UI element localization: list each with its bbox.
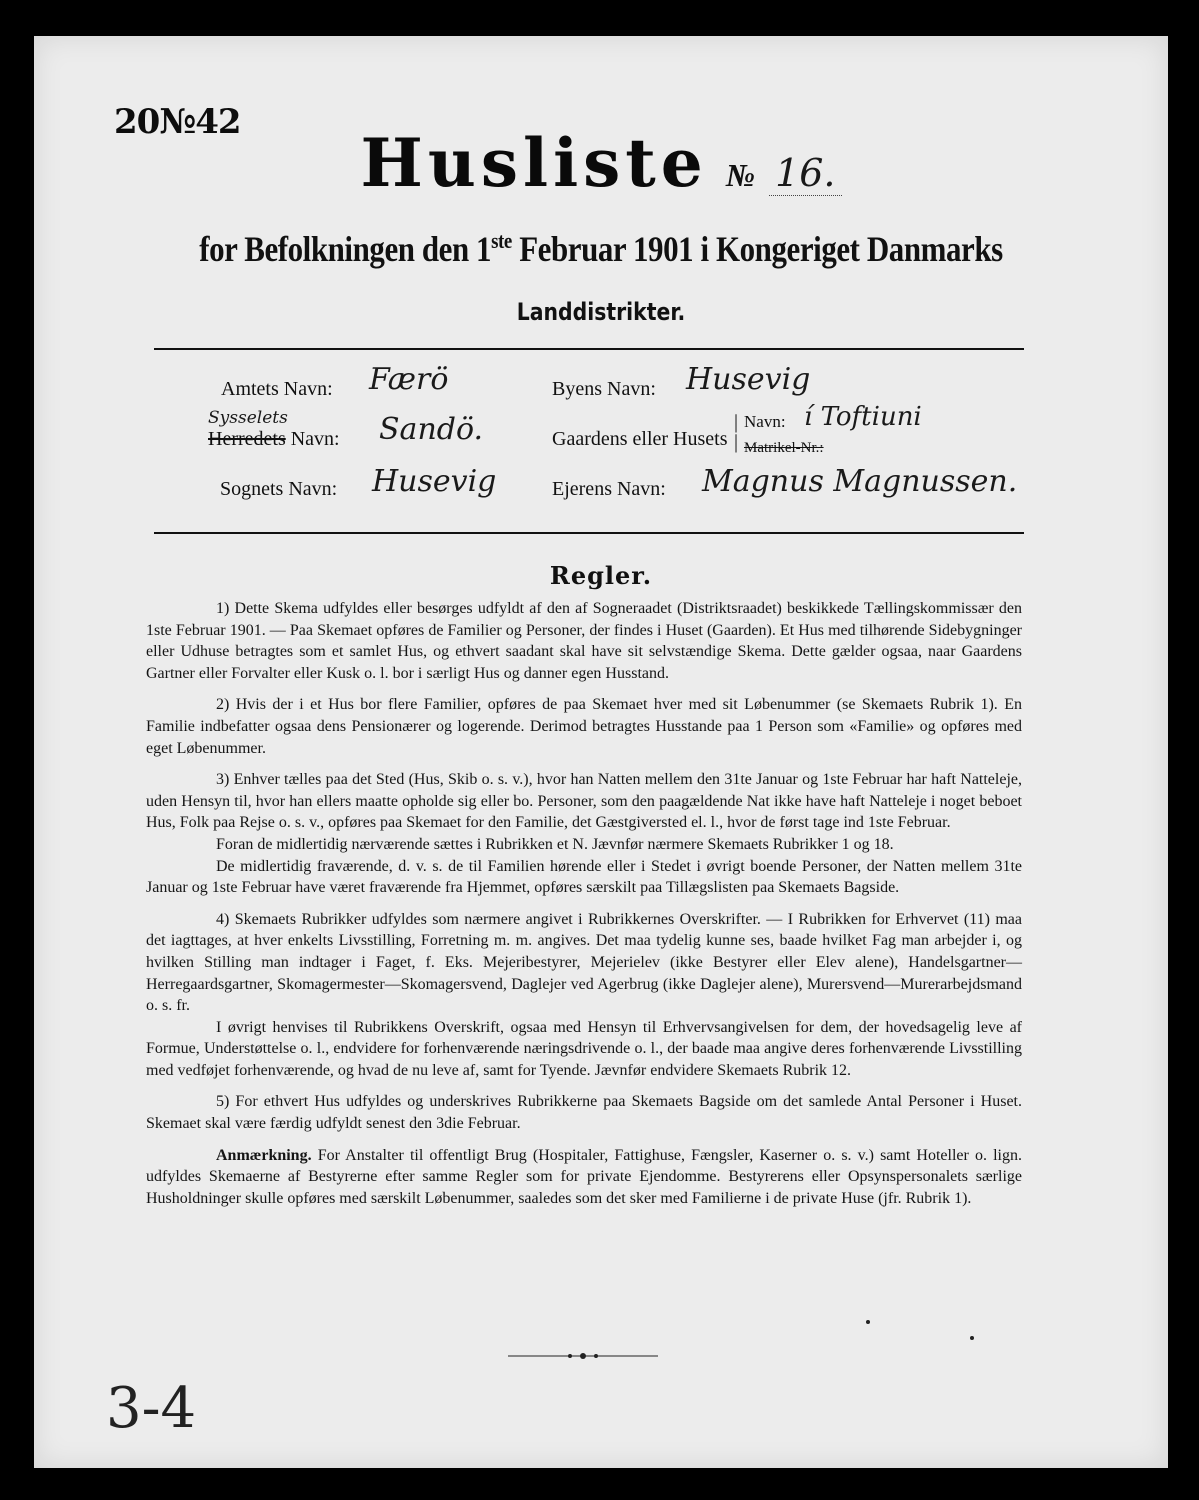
by-value: Husevig: [686, 362, 811, 397]
ink-speck: [970, 1336, 974, 1340]
rule-3b: Foran de midlertidig nærværende sættes i Rubrikken et N. Jævnfør nærmere Skemaets Rubrikker 1 og 18.: [216, 835, 894, 853]
herred-handwritten: Sysselets: [208, 408, 288, 428]
rule-4: 4) Skemaets Rubrikker udfyldes som nærmere angivet i Rubrikkernes Overskrifter. — I Rubrikken for Erhvervet (11) maa det iagttages, at hver enkelts Livsstilling, Forretning m. m. angives. Det maa tydelig kunne ses, baade hvilket Fag man arbejder i, og hvilken Stilling man indtager i Faget, f. Eks. Mejeribestyrer, Mejerielev (ikke Bestyrer eller Elev alene), Handelsgartner—Herregaardsgartner, Skomagermester—Skomagersvend, Daglejer ved Agerbrug (ikke Daglejer alene), Murersvend—Murerarbejdsmand o. s. fr.: [146, 910, 1022, 1015]
subtitle-pre: for Befolkningen den 1: [199, 229, 492, 269]
by-label: Byens Navn:: [552, 378, 656, 400]
gaard-navn-value: í Toftiuni: [804, 402, 922, 432]
subtitle-sup: ste: [491, 228, 512, 253]
rule-2: 2) Hvis der i et Hus bor flere Familier, opføres de paa Skemaet hver med sit Løbenummer (se Skemaets Rubrik 1). En Familie indbefatter ogsaa dens Pensionærer og logerende. Derimod betragtes Husstande paa 1 Person som «Familie» og opføres med eget Løbenummer.: [146, 696, 1022, 757]
gaard-navn-label: Navn:: [744, 412, 786, 431]
rule-5: 5) For ethvert Hus udfyldes og underskrives Rubrikkerne paa Skemaets Bagside om det samlede Antal Personer i Huset. Skemaet skal være færdig udfyldt senest den 3die Februar.: [146, 1093, 1022, 1133]
ejer-label: Ejerens Navn:: [552, 478, 666, 500]
amt-label: Amtets Navn:: [221, 378, 333, 400]
herred-struck: Herredets: [208, 428, 286, 450]
form-subtitle: [113, 228, 1088, 270]
rules-body: [146, 598, 1022, 1219]
note: [146, 1145, 1022, 1210]
census-form-page: [34, 36, 1168, 1468]
top-rule: [154, 348, 1024, 350]
title-row: [34, 124, 1168, 202]
rule-3c: De midlertidig fraværende, d. v. s. de til Familien hørende eller i Stedet i øvrigt boende Personer, der Natten mellem 31te Januar og 1ste Februar have været fraværende fra Hjemmet, opføres særskilt paa Tillægslisten paa Skemaets Bagside.: [146, 857, 1022, 897]
number-label: №: [725, 157, 756, 193]
herred-value: Sandö.: [379, 412, 484, 447]
herred-label-row: [208, 428, 340, 451]
rule-1: 1) Dette Skema udfyldes eller besørges udfyldt af den af Sogneraadet (Distriktsraadet) beskikkede Tællingskommissær den 1ste Februar 1901. — Paa Skemaet opføres de Familier og Personer, der findes i Huset (Gaarden). Et Hus med tilhørende Sidebygninger eller Udhuse betragtes som et samlet Hus, og ethvert saadant skal have sit selvstændige Skema. Dette gælder ogsaa, naar Gaardens Gartner eller Forvalter eller Kusk o. l. bor i særligt Hus og danner egen Husstand.: [146, 600, 1022, 682]
gaard-label: Gaardens eller Husets: [552, 428, 728, 450]
rules-heading: Regler.: [549, 561, 653, 590]
ornament-divider: [508, 1348, 658, 1358]
gaard-matrikel-struck: Matrikel-Nr.:: [744, 440, 824, 456]
bottom-rule: [154, 532, 1024, 534]
sogn-value: Husevig: [372, 464, 497, 499]
sogn-label: Sognets Navn:: [220, 478, 338, 500]
district-type: Landdistrikter.: [516, 298, 686, 326]
gaard-brace: | |: [734, 411, 739, 453]
footer-pencil-mark: 3-4: [106, 1376, 197, 1441]
note-label: Anmærkning.: [216, 1146, 312, 1164]
archive-stamp: 20№42: [114, 102, 241, 142]
ink-speck: [866, 1320, 870, 1324]
ornament-icon: [508, 1351, 658, 1361]
subtitle-post: Februar 1901 i Kongeriget Danmarks: [511, 229, 1003, 269]
house-number-value: 16.: [769, 151, 841, 196]
rule-4b: I øvrigt henvises til Rubrikkens Overskrift, ogsaa med Hensyn til Erhvervsangivelsen for dem, der hovedsagelig leve af Formue, Understøttelse o. l., endvidere for forhenværende næringsdrivende o. l., der baade maa angive deres forhenværende Livsstilling med vedføjet forhenværende, og hvad de nu leve af, samt for Tyende. Jævnfør endvidere Skemaets Rubrik 12.: [146, 1018, 1022, 1079]
note-text: For Anstalter til offentligt Brug (Hospitaler, Fattighuse, Fængsler, Kaserner o. s. v.) samt Hoteller o. lign. udfyldes Skemaerne af Bestyrerne efter samme Regler som for private Ejendomme. Bestyrerens eller Opsynspersonalets særlige Husholdninger skulle opføres med særskilt Løbenummer, saaledes som det sker med Familierne i de private Huse (jfr. Rubrik 1).: [146, 1146, 1022, 1207]
ejer-value: Magnus Magnussen.: [702, 464, 1018, 499]
rule-3: 3) Enhver tælles paa det Sted (Hus, Skib o. s. v.), hvor han Natten mellem den 31te Januar og 1ste Februar har haft Natteleje, uden Hensyn til, hvor han ellers maatte opholde sig eller bo. Personer, som den paagældende Nat ikke have haft Natteleje i noget beboet Hus, Folk paa Rejse o. s. v., opføres paa Skemaet for den Familie, det Gæstgiversted el. l., hvor de først tage ind 1ste Februar.: [146, 771, 1022, 832]
amt-value: Færö: [369, 362, 449, 397]
form-title: Husliste: [360, 124, 708, 202]
herred-label: Navn:: [285, 428, 340, 450]
